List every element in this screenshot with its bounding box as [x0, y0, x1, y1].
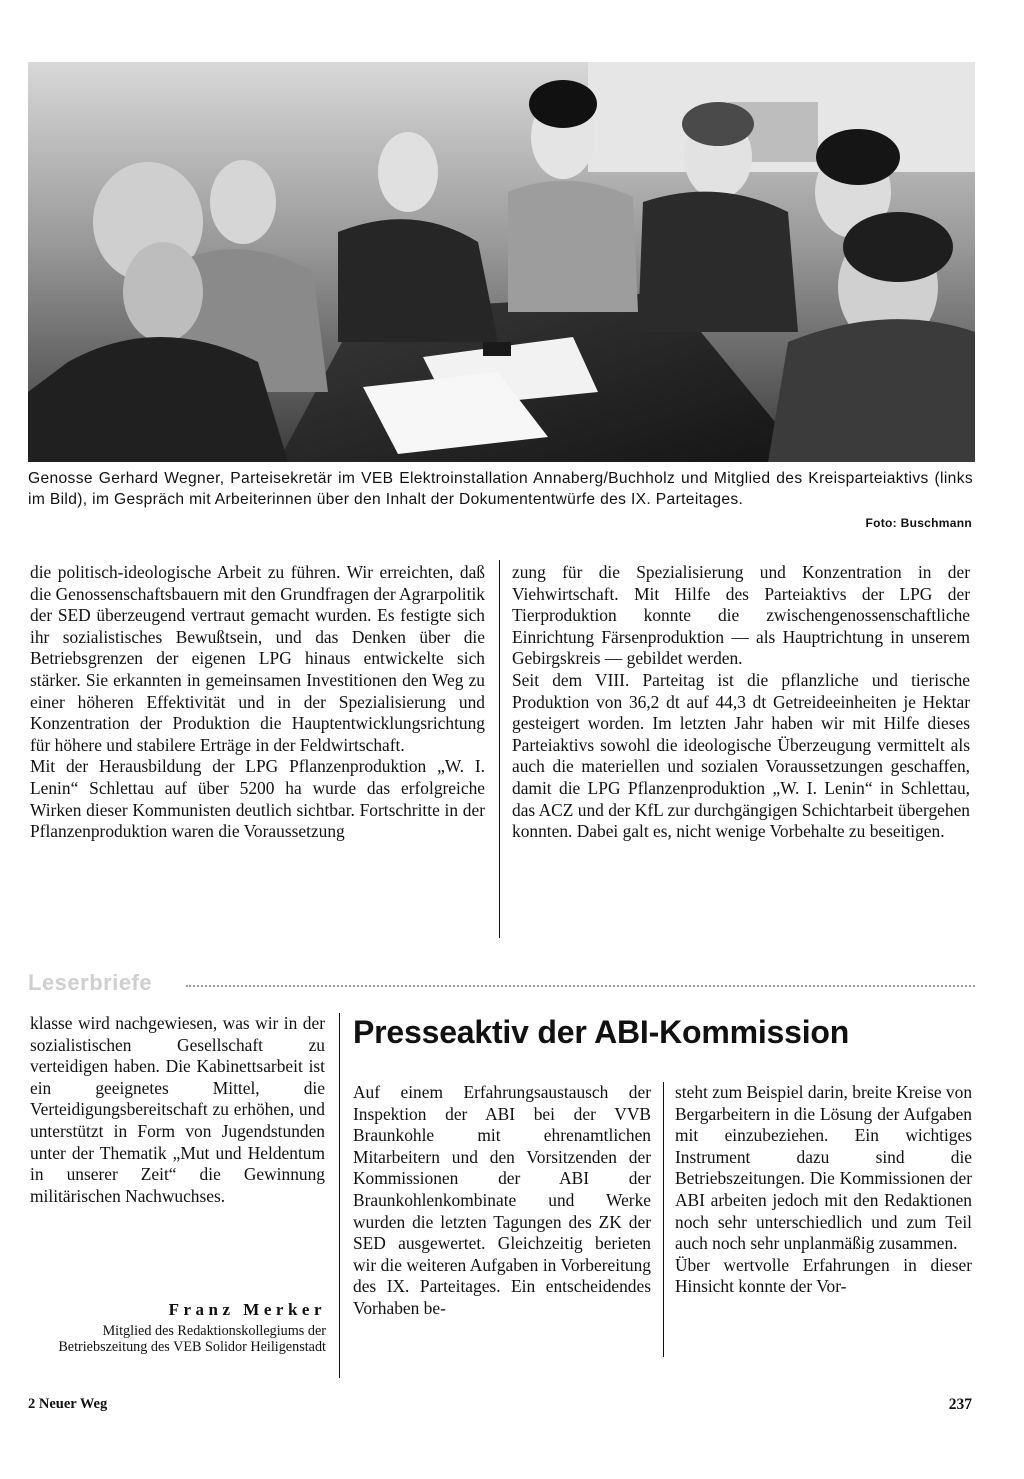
presseaktiv-col2-paragraph-2: Über wertvolle Erfahrungen in dieser Hinsicht konnte der Vor-: [675, 1254, 972, 1297]
leserbriefe-section-bar: [28, 966, 975, 1002]
page-number: 237: [948, 1396, 972, 1413]
column-divider-top: [499, 560, 500, 938]
column-divider-bottom: [339, 1013, 340, 1378]
column-divider-presseaktiv: [663, 1082, 664, 1357]
letter-column: [30, 1013, 325, 1207]
article-top-column-2: [512, 562, 970, 843]
article-top-col1-paragraph-1: die politisch-ideologische Arbeit zu führen. Wir erreichten, daß die Genossenschaftsbauern mit den Grundfragen der Agrarpolitik der SED überzeugend vertraut gemacht wurden. Es festigte sich ihr sozialistisches Bewußtsein, und das Denken über die Betriebsgrenzen der eigenen LPG hinaus entwickelte sich stärker. Sie erkannten in gemeinsamen Investitionen den Weg zu einer höheren Effektivität und in der Spezialisierung und Konzentration der Produktion die Hauptentwicklungsrichtung für höhere und stabilere Erträge in der Feldwirtschaft.: [30, 562, 485, 755]
presseaktiv-headline: Presseaktiv der ABI-Kommission: [353, 1014, 850, 1050]
article-top-col1-paragraph-2: Mit der Herausbildung der LPG Pflanzenproduktion „W. I. Lenin“ Schlettau auf über 5200 ha wurde das erfolgreiche Wirken dieser Kommunisten deutlich sichtbar. Fortschritte in der Pflanzenproduktion waren die Voraussetzung: [30, 756, 485, 842]
letter-author-role: Mitglied des Redaktionskollegiums der Betriebszeitung des VEB Solidor Heiligenstadt: [58, 1323, 326, 1355]
presseaktiv-column-1: [353, 1082, 651, 1320]
letter-text: klasse wird nachgewiesen, was wir in der sozialistischen Gesellschaft zu verteidigen haben. Die Kabinettsarbeit ist ein geeignetes Mittel, die Verteidigungsbereitschaft zu erhöhen, und unterstützt in Form von Jugendstunden unter der Thematik „Mut und Heldentum in unserer Zeit“ die Gewinnung militärischen Nachwuchses.: [30, 1013, 325, 1206]
article-top-column-1: [30, 562, 485, 843]
meeting-photo: [28, 62, 975, 462]
meeting-photo-illustration: [28, 62, 975, 462]
photo-credit: Foto: Buschmann: [865, 516, 972, 530]
article-top-col2-paragraph-1: zung für die Spezialisierung und Konzentration in der Viehwirtschaft. Mit Hilfe des Parteiaktivs der LPG der Tierproduktion konnte die zwischengenossenschaftliche Einrichtung Färsenproduktion — als Hauptrichtung in unserem Gebirgskreis — gebildet werden.: [512, 562, 970, 669]
letter-author-name: Franz Merker: [168, 1300, 326, 1319]
presseaktiv-column-2: [675, 1082, 972, 1298]
footer-signature: 2 Neuer Weg: [28, 1396, 108, 1412]
leserbriefe-dotted-rule: [186, 985, 975, 989]
article-top-col2-paragraph-2: Seit dem VIII. Parteitag ist die pflanzliche und tierische Produktion von 36,2 dt auf 44,3 dt Getreideeinheiten je Hektar gesteigert worden. Im letzten Jahr haben wir mit Hilfe dieses Parteiaktivs sowohl die ideologische Überzeugung vermittelt als auch die materiellen und sozialen Voraussetzungen geschaffen, damit die LPG Pflanzenproduktion „W. I. Lenin“ in Schlettau, das ACZ und der KfL zur durchgängigen Schichtarbeit übergehen konnten. Dabei galt es, nicht wenige Vorbehalte zu beseitigen.: [512, 669, 970, 842]
leserbriefe-label: Leserbriefe: [28, 970, 153, 995]
photo-caption: Genosse Gerhard Wegner, Parteisekretär im VEB Elektroinstallation Annaberg/Buchholz und Mitglied des Kreisparteiaktivs (links im Bild), im Gespräch mit Arbeiterinnen über den Inhalt der Dokumententwürfe des IX. Parteitages.: [28, 470, 973, 508]
presseaktiv-col1-paragraph-1: Auf einem Erfahrungsaustausch der Inspektion der ABI bei der VVB Braunkohle mit ehrenamtlichen Mitarbeitern und den Vorsitzenden der Kommissionen der ABI der Braunkohlenkombinate und Werke wurden die letzten Tagungen des ZK der SED ausgewertet. Gleichzeitig berieten wir die weiteren Aufgaben in Vorbereitung des IX. Parteitages. Ein entscheidendes Vorhaben be-: [353, 1082, 651, 1318]
presseaktiv-col2-paragraph-1: steht zum Beispiel darin, breite Kreise von Bergarbeitern in die Lösung der Aufgaben mit einzubeziehen. Ein wichtiges Instrument dazu sind die Betriebszeitungen. Die Kommissionen der ABI arbeiten jedoch mit den Redaktionen noch sehr unterschiedlich und zum Teil auch noch sehr unplanmäßig zusammen.: [675, 1082, 973, 1254]
